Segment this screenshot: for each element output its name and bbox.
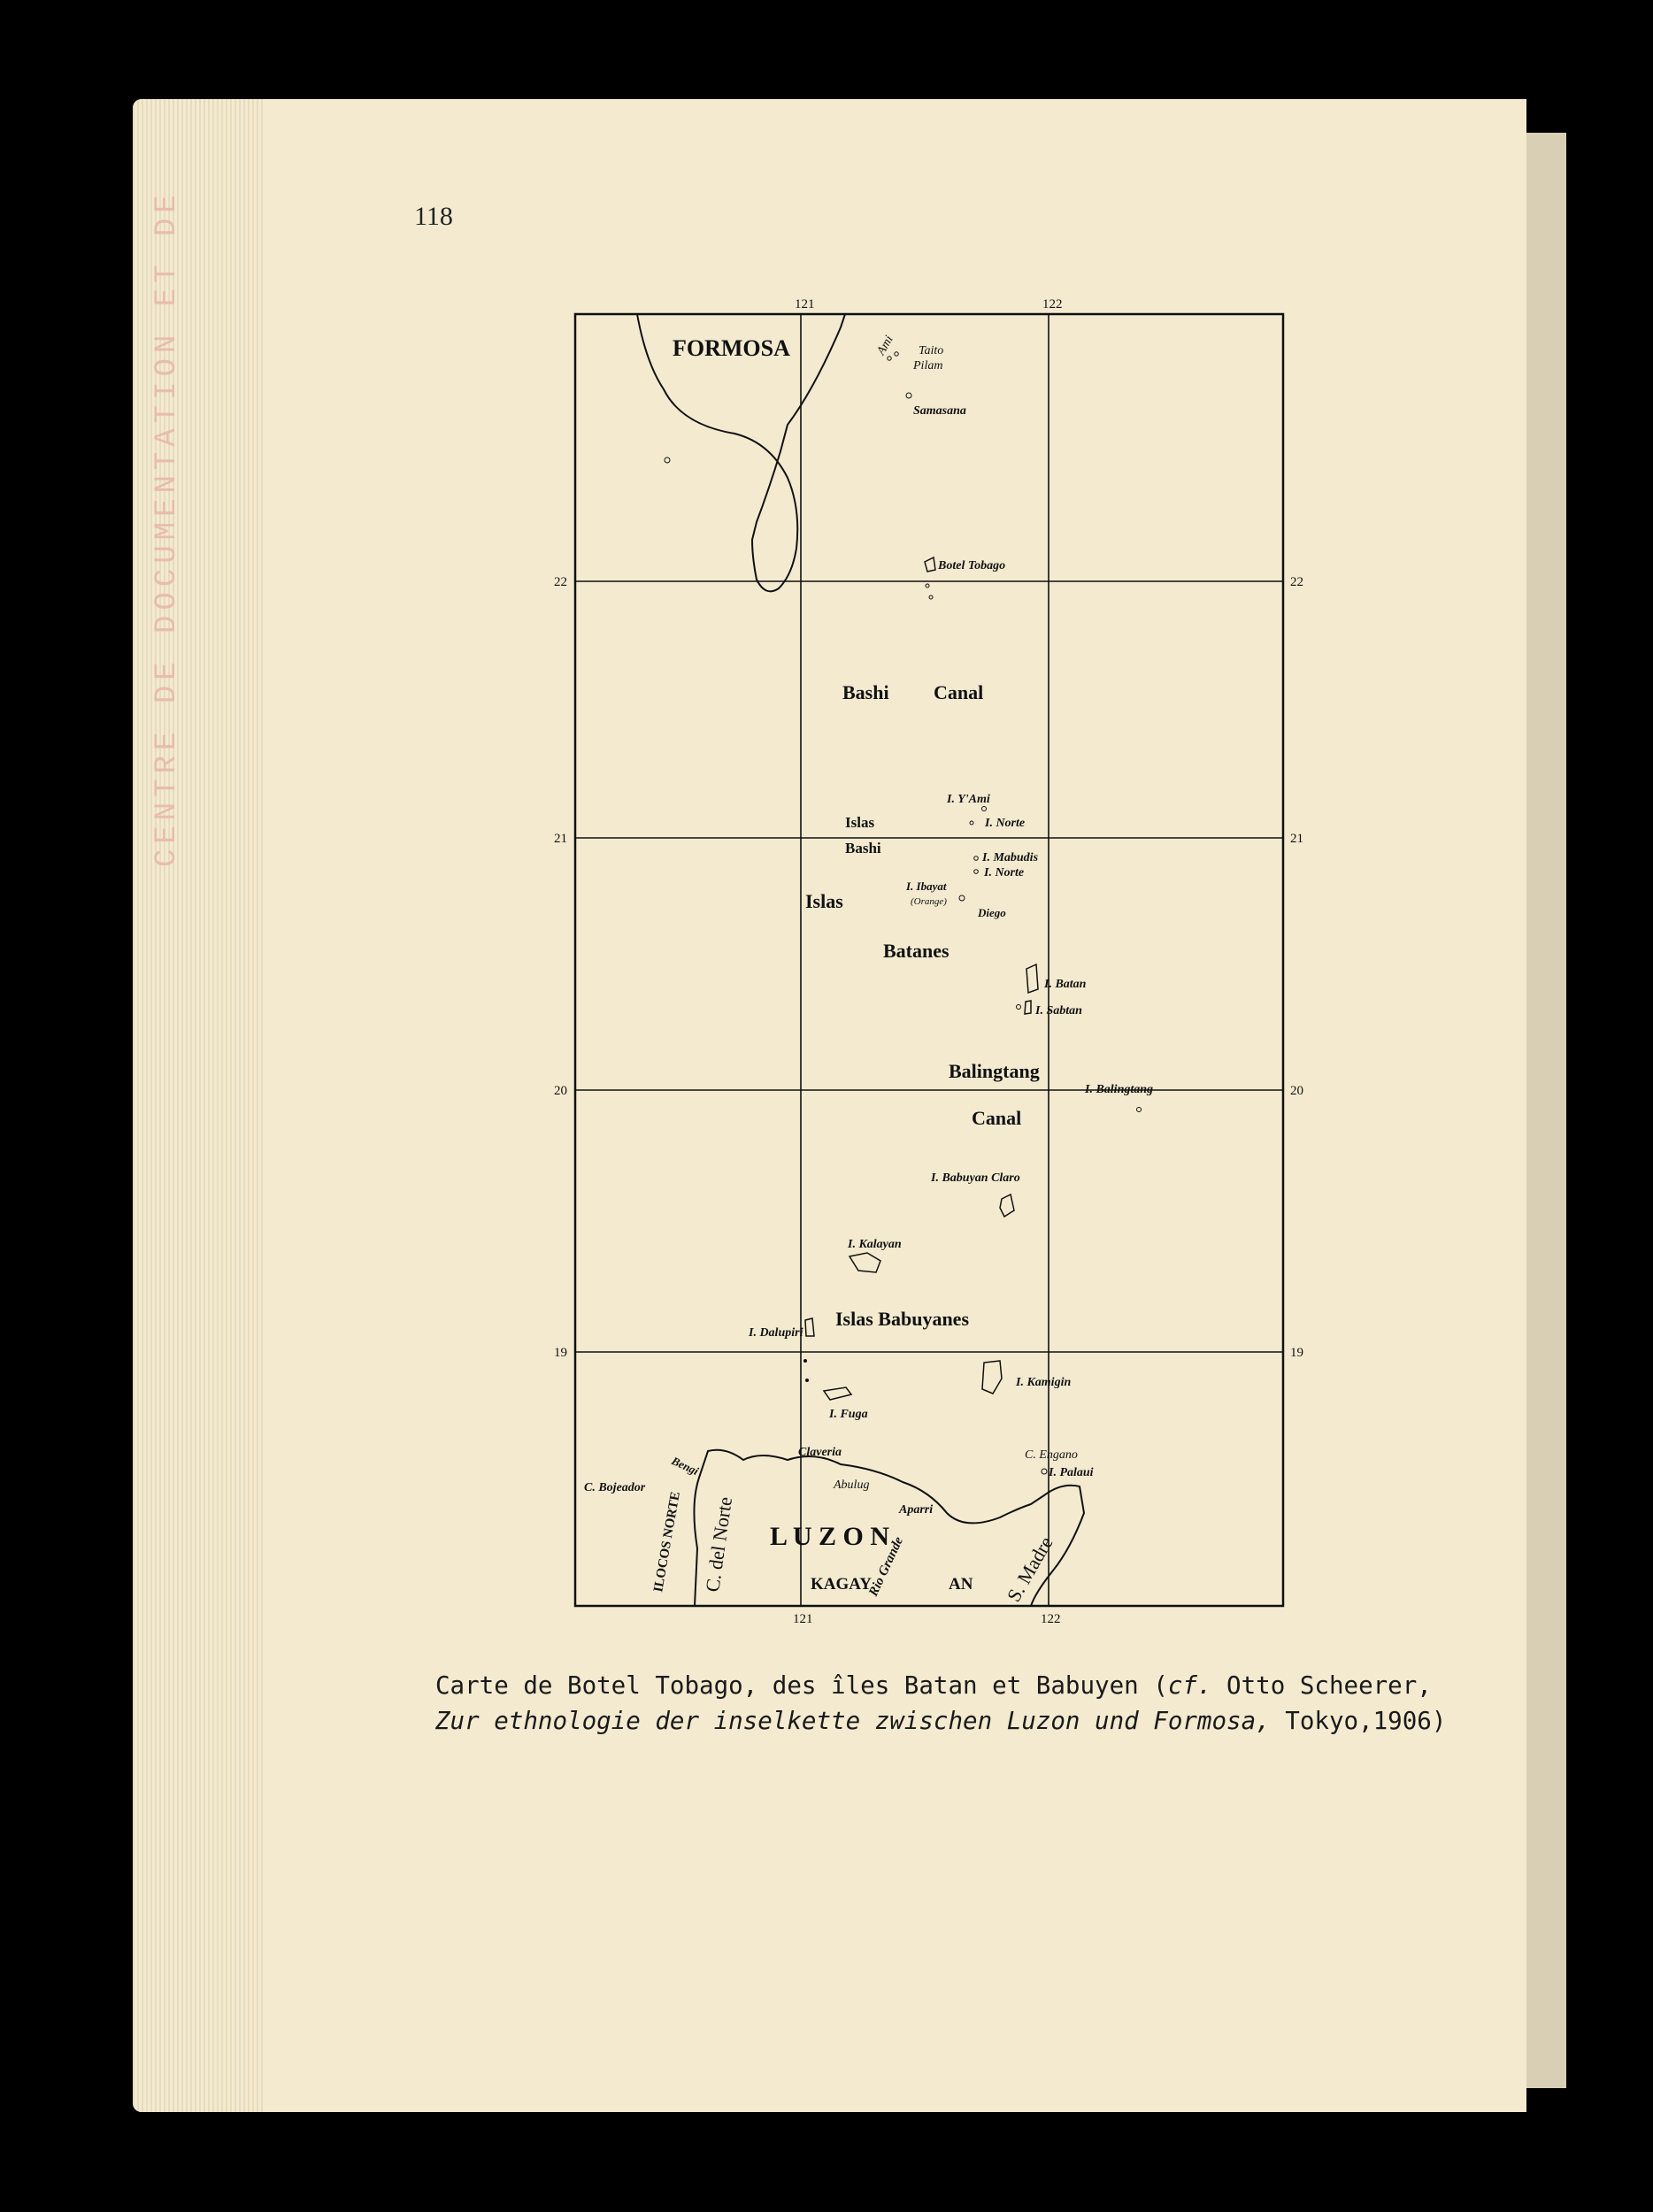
label-islas-babuyanes: Islas Babuyanes — [835, 1308, 970, 1330]
caption-book-title: Zur ethnologie der inselkette zwischen Luzon und Formosa, — [435, 1707, 1271, 1735]
label-y-ami: I. Y'Ami — [947, 793, 990, 806]
caption-line1-end: Otto Scheerer, — [1211, 1671, 1432, 1700]
label-claveria: Claveria — [798, 1446, 842, 1459]
label-bashi: Bashi — [842, 681, 889, 703]
tick-top-121: 121 — [795, 297, 815, 311]
label-fuga: I. Fuga — [829, 1408, 868, 1421]
lat-left-20: 20 — [554, 1084, 567, 1098]
babuyan-claro-island — [1000, 1194, 1014, 1217]
label-ami: Ami — [874, 333, 896, 357]
tick-top-122: 122 — [1042, 297, 1063, 311]
label-islas-2: Islas — [805, 890, 843, 912]
label-an: AN — [949, 1575, 973, 1594]
caption-cf: cf. — [1167, 1671, 1212, 1700]
fuga-island — [824, 1387, 851, 1400]
label-abulug: Abulug — [834, 1479, 870, 1492]
lat-left-22: 22 — [554, 575, 567, 589]
kalayan-island — [850, 1253, 880, 1272]
page-number: 118 — [414, 202, 453, 231]
figure-caption — [435, 1668, 1453, 1739]
botel-tobago-island — [925, 557, 935, 572]
library-stamp: CENTRE DE DOCUMENTATION ET DE — [150, 189, 184, 867]
label-i-sabtan: I. Sabtan — [1035, 1004, 1082, 1018]
dalupiri-island — [805, 1318, 814, 1336]
label-islas-1: Islas — [845, 814, 875, 831]
label-bengi: Bengi — [669, 1454, 701, 1479]
label-kalayan: I. Kalayan — [848, 1238, 902, 1251]
lat-right-22: 22 — [1290, 575, 1303, 589]
lat-right-19: 19 — [1290, 1346, 1303, 1360]
map-figure — [549, 292, 1310, 1637]
tick-bottom-121: 121 — [793, 1612, 813, 1626]
label-rio-grande: Rio Grande — [866, 1534, 907, 1599]
label-diego: Diego — [978, 906, 1006, 919]
label-i-palaui: I. Palaui — [1049, 1466, 1094, 1479]
lat-left-21: 21 — [554, 832, 567, 846]
label-luzon: L U Z O N — [770, 1522, 890, 1551]
label-ibayat: I. Ibayat — [906, 879, 947, 893]
lat-right-21: 21 — [1290, 832, 1303, 846]
label-batanes: Batanes — [883, 940, 950, 962]
label-i-balingtang: I. Balingtang — [1085, 1083, 1154, 1096]
label-mabudis: I. Mabudis — [982, 851, 1039, 864]
caption-line2-end: Tokyo,1906) — [1270, 1707, 1447, 1735]
label-taito: Taito — [919, 344, 944, 357]
tick-bottom-122: 122 — [1041, 1612, 1061, 1626]
label-kagay: KAGAY — [811, 1575, 872, 1594]
label-dalupiri: I. Dalupiri — [749, 1326, 803, 1340]
label-c-engano: C. Engano — [1025, 1448, 1078, 1462]
label-formosa: FORMOSA — [673, 335, 790, 361]
lat-left-19: 19 — [554, 1346, 567, 1360]
batan-island — [1026, 964, 1038, 993]
facing-page-shadow — [1526, 133, 1566, 2088]
label-babuyan-claro: I. Babuyan Claro — [931, 1171, 1020, 1185]
label-orange: (Orange) — [911, 896, 947, 907]
label-kamigin: I. Kamigin — [1016, 1376, 1072, 1389]
label-i-norte-1: I. Norte — [985, 817, 1026, 830]
kamigin-island — [982, 1361, 1002, 1394]
label-c-bojeador: C. Bojeador — [584, 1481, 646, 1494]
label-i-norte-2: I. Norte — [984, 866, 1025, 879]
label-s-madre: S. Madre — [1002, 1532, 1057, 1606]
label-botel-tobago: Botel Tobago — [938, 559, 1006, 572]
islet — [665, 457, 670, 463]
label-aparri: Aparri — [899, 1503, 934, 1517]
lat-right-20: 20 — [1290, 1084, 1303, 1098]
label-bashi-2: Bashi — [845, 840, 881, 856]
label-pilam: Pilam — [913, 359, 943, 373]
label-canal-2: Canal — [972, 1107, 1022, 1129]
label-samasana: Samasana — [913, 404, 966, 418]
caption-line1: Carte de Botel Tobago, des îles Batan et Babuyen ( — [435, 1671, 1168, 1700]
sabtan-island — [1025, 1001, 1031, 1014]
label-canal-1: Canal — [934, 681, 984, 703]
label-balingtang: Balingtang — [949, 1060, 1040, 1082]
label-c-del-norte: C. del Norte — [701, 1495, 737, 1594]
label-ilocos-norte: ILOCOS NORTE — [651, 1490, 683, 1594]
label-i-batan: I. Batan — [1044, 978, 1087, 991]
